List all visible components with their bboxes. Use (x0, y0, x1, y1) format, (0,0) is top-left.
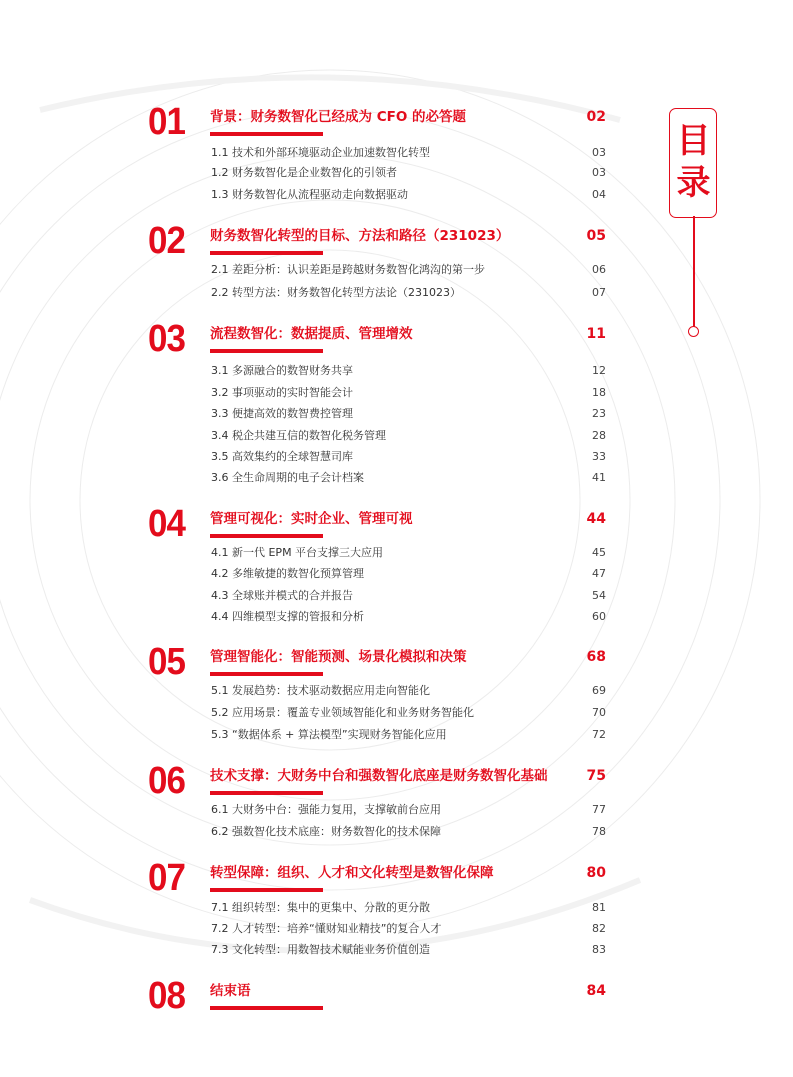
toc-entry[interactable] (211, 822, 606, 842)
entry-page: 12 (592, 364, 606, 377)
toc-badge-dot (688, 326, 699, 337)
toc-badge (669, 108, 719, 258)
toc-entry[interactable] (211, 681, 606, 701)
entry-label: 4.4 四维模型支撑的管报和分析 (211, 610, 364, 623)
entry-label: 2.2 转型方法：财务数智化转型方法论（231023） (211, 286, 461, 299)
section-underline (210, 791, 323, 795)
entry-label: 3.1 多源融合的数智财务共享 (211, 364, 353, 377)
toc-badge-stem (693, 216, 695, 328)
section-number: 06 (148, 760, 186, 802)
section-title[interactable]: 转型保障：组织、人才和文化转型是数智化保障 (210, 865, 494, 881)
toc-entry[interactable] (211, 383, 606, 403)
entry-page: 03 (592, 146, 606, 159)
toc-entry[interactable] (211, 260, 606, 280)
entry-page: 54 (592, 589, 606, 602)
entry-label: 3.2 事项驱动的实时智能会计 (211, 386, 353, 399)
toc-entry[interactable] (211, 143, 606, 163)
entry-label: 4.3 全球账并模式的合并报告 (211, 589, 353, 602)
toc-entry[interactable] (211, 185, 606, 205)
section-page: 44 (586, 511, 606, 527)
section-underline (210, 534, 323, 538)
entry-page: 06 (592, 263, 606, 276)
toc-entry[interactable] (211, 703, 606, 723)
section-title[interactable]: 管理智能化：智能预测、场景化模拟和决策 (210, 649, 467, 665)
entry-page: 18 (592, 386, 606, 399)
entry-page: 45 (592, 546, 606, 559)
entry-label: 4.1 新一代 EPM 平台支撑三大应用 (211, 546, 384, 559)
section-underline (210, 1006, 323, 1010)
entry-label: 7.2 人才转型：培养“懂财知业精技”的复合人才 (211, 922, 442, 935)
entry-page: 72 (592, 728, 606, 741)
entry-page: 82 (592, 922, 606, 935)
section-number: 03 (148, 318, 186, 360)
entry-label: 7.3 文化转型：用数智技术赋能业务价值创造 (211, 943, 430, 956)
entry-label: 1.1 技术和外部环境驱动企业加速数智化转型 (211, 146, 430, 159)
section-number: 01 (148, 101, 186, 143)
toc-entry[interactable] (211, 607, 606, 627)
section-page: 84 (586, 983, 606, 999)
entry-page: 81 (592, 901, 606, 914)
section-title[interactable]: 财务数智化转型的目标、方法和路径（231023） (210, 228, 510, 244)
section-page: 68 (586, 649, 606, 665)
entry-label: 3.4 税企共建互信的数智化税务管理 (211, 429, 386, 442)
entry-label: 6.2 强数智化技术底座：财务数智化的技术保障 (211, 825, 441, 838)
toc-entry[interactable] (211, 426, 606, 446)
toc-entry[interactable] (211, 800, 606, 820)
entry-page: 69 (592, 684, 606, 697)
entry-page: 23 (592, 407, 606, 420)
toc-entry[interactable] (211, 586, 606, 606)
entry-page: 41 (592, 471, 606, 484)
section-page: 05 (586, 228, 606, 244)
entry-label: 3.6 全生命周期的电子会计档案 (211, 471, 364, 484)
entry-label: 7.1 组织转型：集中的更集中、分散的更分散 (211, 901, 430, 914)
entry-label: 1.2 财务数智化是企业数智化的引领者 (211, 166, 397, 179)
entry-page: 83 (592, 943, 606, 956)
section-page: 02 (586, 109, 606, 125)
section-number: 04 (148, 503, 186, 545)
toc-entry[interactable] (211, 468, 606, 488)
entry-page: 28 (592, 429, 606, 442)
toc-entry[interactable] (211, 564, 606, 584)
entry-label: 4.2 多维敏捷的数智化预算管理 (211, 567, 364, 580)
toc-entry[interactable] (211, 447, 606, 467)
section-title[interactable]: 管理可视化：实时企业、管理可视 (210, 511, 413, 527)
toc-badge-char-2: 录 (676, 163, 711, 203)
toc-entry[interactable] (211, 725, 606, 745)
entry-label: 3.5 高效集约的全球智慧司库 (211, 450, 353, 463)
toc-entry[interactable] (211, 543, 606, 563)
entry-page: 77 (592, 803, 606, 816)
toc-entry[interactable] (211, 940, 606, 960)
toc-badge-char-1: 目 (676, 121, 711, 161)
entry-page: 78 (592, 825, 606, 838)
section-title[interactable]: 技术支撑：大财务中台和强数智化底座是财务数智化基础 (210, 768, 548, 784)
entry-page: 70 (592, 706, 606, 719)
entry-label: 5.3 “数据体系 + 算法模型”实现财务智能化应用 (211, 728, 447, 741)
entry-label: 5.2 应用场景：覆盖专业领域智能化和业务财务智能化 (211, 706, 474, 719)
toc-entry[interactable] (211, 919, 606, 939)
entry-page: 47 (592, 567, 606, 580)
toc-entry[interactable] (211, 163, 606, 183)
section-underline (210, 349, 323, 353)
entry-page: 03 (592, 166, 606, 179)
entry-label: 1.3 财务数智化从流程驱动走向数据驱动 (211, 188, 408, 201)
toc-entry[interactable] (211, 898, 606, 918)
entry-label: 6.1 大财务中台：强能力复用，支撑敏前台应用 (211, 803, 441, 816)
entry-label: 5.1 发展趋势：技术驱动数据应用走向智能化 (211, 684, 430, 697)
toc-entry[interactable] (211, 404, 606, 424)
section-underline (210, 132, 323, 136)
toc-entry[interactable] (211, 361, 606, 381)
entry-page: 04 (592, 188, 606, 201)
section-number: 08 (148, 975, 186, 1017)
entry-page: 33 (592, 450, 606, 463)
section-number: 05 (148, 641, 186, 683)
section-title[interactable]: 背景：财务数智化已经成为 CFO 的必答题 (210, 109, 467, 125)
section-page: 75 (586, 768, 606, 784)
section-underline (210, 672, 323, 676)
section-underline (210, 888, 323, 892)
section-title[interactable]: 结束语 (210, 983, 251, 999)
entry-page: 07 (592, 286, 606, 299)
section-underline (210, 251, 323, 255)
entry-label: 2.1 差距分析：认识差距是跨越财务数智化鸿沟的第一步 (211, 263, 485, 276)
section-number: 07 (148, 857, 186, 899)
section-page: 80 (586, 865, 606, 881)
section-title[interactable]: 流程数智化：数据提质、管理增效 (210, 326, 413, 342)
entry-label: 3.3 便捷高效的数智费控管理 (211, 407, 353, 420)
toc-entry[interactable] (211, 283, 606, 303)
entry-page: 60 (592, 610, 606, 623)
section-page: 11 (586, 326, 606, 342)
section-number: 02 (148, 220, 186, 262)
